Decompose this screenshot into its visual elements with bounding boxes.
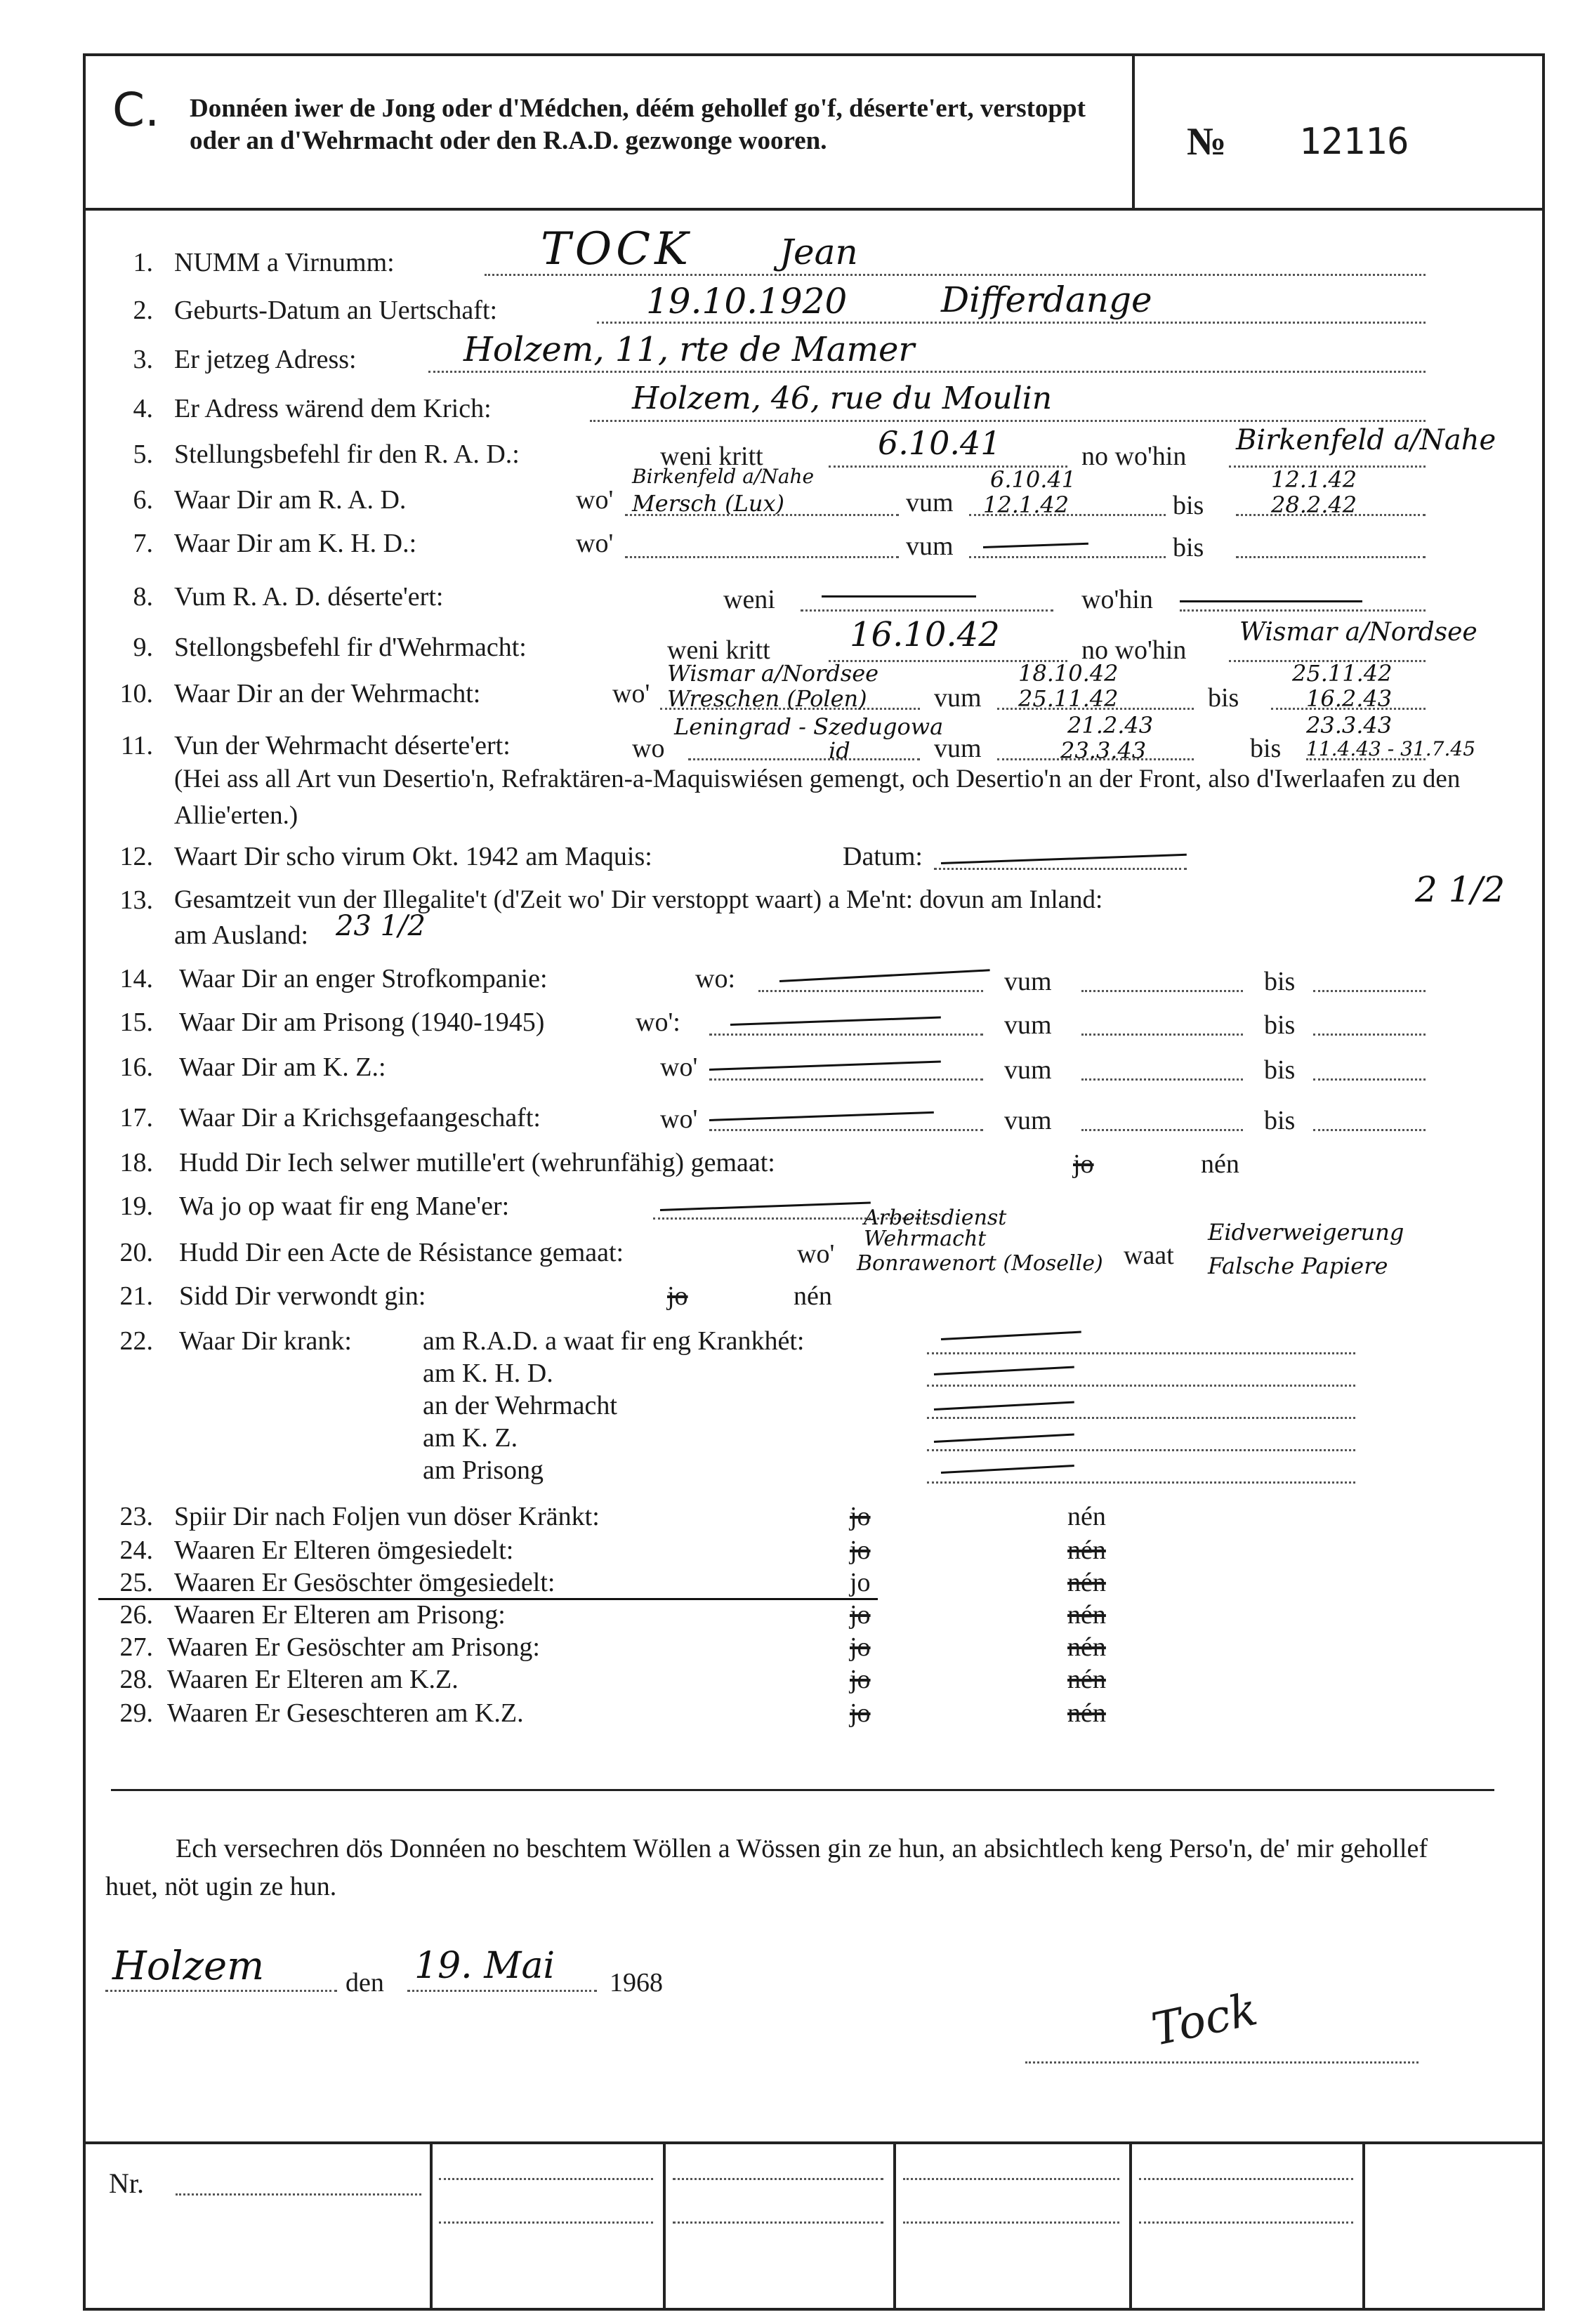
item-label-pow: Waar Dir a Krichsgefaangeschaft:	[179, 1103, 541, 1133]
resistance-where-1: Arbeitsdienst Wehrmacht	[864, 1206, 1007, 1251]
answer-jo: jo	[850, 1600, 871, 1630]
vum-label: vum	[1004, 1055, 1052, 1085]
wehrmacht-place-2: Wreschen (Polen)	[667, 685, 867, 712]
header-bottom-line	[83, 208, 1545, 211]
current-address-value: Holzem, 11, rte de Mamer	[463, 330, 915, 369]
answer-nen: nén	[1067, 1502, 1106, 1531]
answer-nen: nén	[1067, 1632, 1106, 1662]
footer-column-divider	[1129, 2141, 1132, 2311]
item-label-rad-order: Stellungsbefehl fir den R. A. D.:	[174, 440, 520, 469]
footer-column-divider	[1362, 2141, 1365, 2311]
dotted-line	[1081, 1034, 1243, 1036]
signing-place: Holzem	[112, 1943, 265, 1989]
rad-place-2: Mersch (Lux)	[632, 490, 784, 517]
den-label: den	[345, 1968, 384, 1998]
item-label-strafkompanie: Waar Dir an enger Strofkompanie:	[179, 964, 548, 993]
bis-label: bis	[1173, 533, 1204, 562]
footer-column-divider	[430, 2141, 433, 2311]
strike-line	[1180, 600, 1362, 602]
item-number: 22.	[119, 1326, 153, 1356]
item-label-parents-kz: Waaren Er Elteren am K.Z.	[167, 1665, 459, 1694]
dotted-line	[1236, 556, 1426, 558]
item-number: 2.	[133, 296, 153, 325]
desert-place-1: Leningrad - Szedugowa	[674, 713, 944, 740]
dotted-line	[934, 868, 1187, 870]
dotted-line	[1081, 1129, 1243, 1131]
desert-to-2: 11.4.43 - 31.7.45	[1306, 737, 1476, 760]
item-label-rad-desert: Vum R. A. D. déserte'ert:	[174, 582, 444, 612]
rad-from-1: 6.10.41	[990, 466, 1077, 493]
signing-day: 19. Mai	[414, 1945, 555, 1987]
item-number: 4.	[133, 394, 153, 423]
birth-place-value: Differdange	[941, 279, 1152, 320]
answer-jo: jo	[850, 1568, 871, 1597]
item-number: 7.	[133, 529, 153, 558]
wo-label: wo':	[636, 1008, 680, 1037]
header-title: Donnéen iwer de Jong oder d'Médchen, déém gehollef go'f, déserte'ert, verstoppt oder an d'Wehrmacht oder den R.A.D. gezwonge wooren.	[190, 94, 1086, 155]
item-number: 28.	[119, 1665, 153, 1694]
resistance-what-1: Eidverweigerung	[1208, 1219, 1404, 1246]
dotted-line	[903, 2221, 1119, 2224]
item-label-war-address: Er Adress wärend dem Krich:	[174, 394, 492, 423]
item-label-wounded: Sidd Dir verwondt gin:	[179, 1281, 426, 1311]
answer-jo: jo	[850, 1502, 871, 1531]
item-label-siblings-resettled: Waaren Er Gesöschter ömgesiedelt:	[174, 1568, 555, 1597]
signing-year: 1968	[610, 1968, 663, 1998]
item-number: 14.	[119, 964, 153, 993]
sick-khd: am K. H. D.	[423, 1359, 553, 1388]
dotted-line	[439, 2178, 653, 2180]
bis-label: bis	[1208, 683, 1239, 713]
answer-jo: jo	[667, 1281, 688, 1311]
wehrmacht-from-2: 25.11.42	[1018, 685, 1119, 712]
answer-nen: nén	[794, 1281, 832, 1311]
bis-label: bis	[1173, 491, 1204, 520]
item-label-consequences: Spiir Dir nach Foljen vun döser Kränkt:	[174, 1502, 600, 1531]
dotted-line	[758, 990, 983, 992]
item-label-sick: Waar Dir krank:	[179, 1326, 352, 1356]
dotted-line	[1313, 990, 1426, 992]
dotted-line	[801, 609, 1053, 612]
item-number: 6.	[133, 485, 153, 515]
dotted-line	[1139, 2178, 1353, 2180]
wehrmacht-place-1: Wismar a/Nordsee	[667, 660, 879, 687]
dotted-line	[105, 1990, 337, 1992]
waat-label: waat	[1124, 1241, 1174, 1270]
item-number: 20.	[119, 1238, 153, 1267]
dotted-line	[709, 1078, 983, 1081]
item-number: 23.	[119, 1502, 153, 1531]
dotted-line	[176, 2193, 421, 2196]
dotted-line	[927, 1481, 1355, 1484]
item-label-name: NUMM a Virnumm:	[174, 248, 395, 277]
no-wohin: no wo'hin	[1081, 635, 1187, 665]
item-label-mutilation: Hudd Dir Iech selwer mutille'ert (wehrunfähig) gemaat:	[179, 1148, 775, 1177]
item-label-wehrmacht-order: Stellongsbefehl fir d'Wehrmacht:	[174, 633, 527, 662]
declaration-text: Ech versechren dös Donnéen no beschtem Wöllen a Wössen gin ze hun, an absichtlech keng Perso'n, de' mir gehollef huet, nöt ugin ze hun.	[105, 1834, 1428, 1901]
answer-nen: nén	[1067, 1600, 1106, 1630]
vum-label: vum	[934, 734, 982, 763]
footer-top-line	[83, 2141, 1545, 2144]
dotted-line	[597, 322, 1426, 324]
vum-label: vum	[1004, 1010, 1052, 1040]
answer-jo: jo	[850, 1632, 871, 1662]
item-number: 8.	[133, 582, 153, 612]
item-label-siblings-prison: Waaren Er Gesöschter am Prisong:	[167, 1632, 540, 1662]
wo-label: wo	[632, 734, 665, 763]
footer-column-divider	[663, 2141, 666, 2311]
item-label-wehrmacht-desert: Vun der Wehrmacht déserte'ert:	[174, 731, 511, 760]
wehrmacht-from-1: 18.10.42	[1018, 660, 1119, 687]
resistance-what-2: Falsche Papiere	[1208, 1253, 1388, 1279]
number-symbol: №	[1187, 120, 1227, 164]
item-label-address: Er jetzeg Adress:	[174, 345, 357, 374]
item-label-prisong: Waar Dir am Prisong (1940-1945)	[179, 1008, 545, 1037]
dotted-line	[688, 758, 920, 760]
bis-label: bis	[1264, 1010, 1296, 1040]
dotted-line	[927, 1352, 1355, 1354]
wo-label: wo'	[576, 529, 614, 558]
item-label-birth: Geburts-Datum an Uertschaft:	[174, 296, 498, 325]
bis-label: bis	[1250, 734, 1282, 763]
resistance-where-2: Bonrawenort (Moselle)	[857, 1251, 1103, 1276]
ausland-label: am Ausland:	[174, 920, 309, 950]
item-label-kz: Waar Dir am K. Z.:	[179, 1052, 386, 1082]
item-number: 5.	[133, 440, 153, 469]
item-label-manner: Wa jo op waat fir eng Mane'er:	[179, 1191, 510, 1221]
rad-to-2: 28.2.42	[1271, 491, 1357, 518]
wehrmacht-to-2: 16.2.43	[1306, 685, 1393, 712]
surname-value: TOCK	[541, 223, 692, 275]
declaration-divider	[111, 1789, 1494, 1791]
wehrmacht-order-place: Wismar a/Nordsee	[1239, 618, 1477, 647]
item-number: 21.	[119, 1281, 153, 1311]
vum-label: vum	[906, 532, 954, 561]
rad-place-1: Birkenfeld a/Nahe	[632, 465, 815, 488]
dotted-line	[1313, 1078, 1426, 1081]
rad-from-2: 12.1.42	[983, 491, 1069, 518]
vum-label: vum	[906, 488, 954, 517]
dotted-line	[1081, 1078, 1243, 1081]
item-label-illegality: Gesamtzeit vun der Illegalite't (d'Zeit wo' Dir verstoppt waart) a Me'nt: dovun am Inland:	[174, 885, 1103, 914]
firstname-value: Jean	[779, 232, 858, 272]
signature-line	[1025, 2061, 1419, 2064]
dotted-line	[927, 1417, 1355, 1419]
answer-jo: jo	[850, 1698, 871, 1728]
wehrmacht-order-date: 16.10.42	[850, 615, 1000, 654]
item-label-resistance: Hudd Dir een Acte de Résistance gemaat:	[179, 1238, 624, 1267]
dotted-line	[969, 556, 1166, 558]
sick-kz: am K. Z.	[423, 1423, 518, 1453]
item-number: 25.	[119, 1568, 153, 1597]
illegality-ausland: 23 1/2	[336, 910, 426, 942]
item-number: 17.	[119, 1103, 153, 1133]
item-number: 15.	[119, 1008, 153, 1037]
item-number: 29.	[119, 1698, 153, 1728]
rad-to-1: 12.1.42	[1271, 466, 1357, 493]
dotted-line	[709, 1034, 983, 1036]
answer-jo: jo	[850, 1536, 871, 1565]
item-label-rad: Waar Dir am R. A. D.	[174, 485, 407, 515]
dotted-line	[407, 1990, 597, 1992]
item-label-siblings-kz: Waaren Er Geseschteren am K.Z.	[167, 1698, 524, 1728]
item-number: 18.	[119, 1148, 153, 1177]
desert-from-1: 21.2.43	[1067, 712, 1154, 739]
item-label-wehrmacht: Waar Dir an der Wehrmacht:	[174, 679, 481, 708]
answer-nen: nén	[1067, 1536, 1106, 1565]
vum-label: vum	[1004, 1106, 1052, 1135]
answer-nen: nén	[1067, 1568, 1106, 1597]
wo-label: wo'	[576, 485, 614, 515]
dotted-line	[673, 2221, 883, 2224]
item-number: 19.	[119, 1191, 153, 1221]
dotted-line	[625, 556, 899, 558]
birth-date-value: 19.10.1920	[646, 281, 848, 322]
dotted-line	[1081, 990, 1243, 992]
item-label-maquis: Waart Dir scho virum Okt. 1942 am Maquis:	[174, 842, 652, 871]
wohin-label: wo'hin	[1081, 585, 1153, 614]
wo-label: wo'	[660, 1052, 698, 1082]
dotted-line	[903, 2178, 1119, 2180]
answer-nen: nén	[1067, 1665, 1106, 1694]
item-number: 10.	[119, 679, 153, 708]
answer-jo: jo	[850, 1665, 871, 1694]
no-wohin: no wo'hin	[1081, 442, 1187, 471]
form-number: 12116	[1299, 121, 1409, 163]
dotted-line	[1180, 609, 1426, 612]
illegality-inland: 2 1/2	[1415, 869, 1506, 910]
answer-nen: nén	[1201, 1149, 1239, 1179]
item-number: 26.	[119, 1600, 153, 1630]
item-number: 24.	[119, 1536, 153, 1565]
item-number: 16.	[119, 1052, 153, 1082]
header-divider	[1132, 53, 1135, 208]
wehrmacht-to-1: 25.11.42	[1292, 660, 1393, 687]
desertion-note: (Hei ass all Art vun Desertio'n, Refraktären-a-Maquiswiésen gemengt, och Desertio'n an der Front, also d'Iwerlaafen zu den Allie'erten.)	[174, 765, 1461, 830]
wo-label: wo:	[695, 964, 735, 993]
desert-to-1: 23.3.43	[1306, 712, 1393, 739]
bis-label: bis	[1264, 967, 1296, 996]
wo-label: wo'	[797, 1239, 835, 1269]
vum-label: vum	[934, 683, 982, 713]
strike-line	[822, 595, 976, 597]
dotted-line	[673, 2178, 883, 2180]
answer-nen: nén	[1067, 1698, 1106, 1728]
item-number: 9.	[133, 633, 153, 662]
footer-column-divider	[893, 2141, 896, 2311]
rad-order-place: Birkenfeld a/Nahe	[1236, 424, 1496, 456]
item-number: 1.	[133, 248, 153, 277]
bis-label: bis	[1264, 1106, 1296, 1135]
desert-from-2: 23.3.43	[1060, 737, 1147, 764]
item-number: 3.	[133, 345, 153, 374]
item-label-parents-prison: Waaren Er Elteren am Prisong:	[174, 1600, 506, 1630]
sick-rad: am R.A.D. a waat fir eng Krankhét:	[423, 1326, 805, 1356]
bis-label: bis	[1264, 1055, 1296, 1085]
vum-label: vum	[1004, 967, 1052, 996]
sick-wehrmacht: an der Wehrmacht	[423, 1391, 617, 1420]
answer-jo: jo	[1073, 1149, 1094, 1179]
item-number: 13.	[119, 885, 153, 915]
item-number: 27.	[119, 1632, 153, 1662]
item-number: 12.	[119, 842, 153, 871]
wo-label: wo'	[660, 1104, 698, 1134]
dotted-line	[927, 1385, 1355, 1387]
item-number: 11.	[120, 731, 153, 760]
dotted-line	[709, 1129, 983, 1131]
dotted-line	[439, 2221, 653, 2224]
wo-label: wo'	[612, 679, 650, 708]
desert-place-2: id	[829, 737, 850, 764]
weni-kritt: weni kritt	[667, 635, 770, 665]
dotted-line	[590, 420, 1426, 422]
weni-kritt: weni kritt	[660, 442, 763, 471]
weni-label: weni	[723, 585, 775, 614]
item-label-khd: Waar Dir am K. H. D.:	[174, 529, 417, 558]
dotted-line	[1313, 1034, 1426, 1036]
dotted-line	[1139, 2221, 1353, 2224]
signature: Tock	[1147, 1983, 1262, 2056]
dotted-line	[1313, 1129, 1426, 1131]
section-letter: C.	[112, 83, 160, 137]
dotted-line	[927, 1449, 1355, 1451]
rad-order-date: 6.10.41	[878, 424, 1001, 462]
war-address-value: Holzem, 46, rue du Moulin	[632, 381, 1053, 416]
datum-label: Datum:	[843, 842, 923, 871]
sick-prisong: am Prisong	[423, 1455, 544, 1485]
nr-label: Nr.	[109, 2167, 144, 2199]
item-label-parents-resettled: Waaren Er Elteren ömgesiedelt:	[174, 1536, 514, 1565]
dotted-line	[428, 371, 1426, 373]
